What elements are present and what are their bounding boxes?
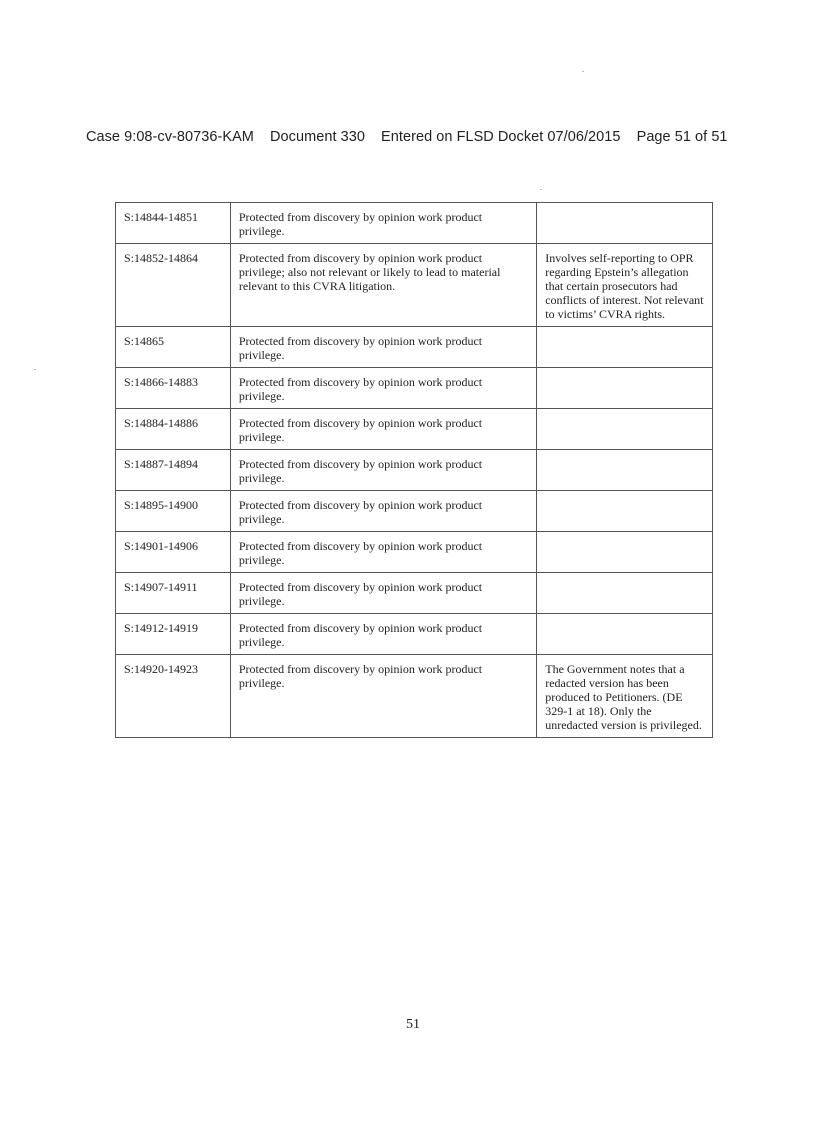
privilege-basis-cell: Protected from discovery by opinion work product privilege. bbox=[230, 203, 536, 244]
table-row bbox=[116, 491, 713, 532]
page-number: 51 bbox=[406, 1017, 420, 1032]
scan-speck bbox=[34, 369, 36, 370]
scan-speck bbox=[582, 71, 584, 72]
privilege-log-body bbox=[116, 203, 713, 738]
privilege-basis-cell: Protected from discovery by opinion work product privilege. bbox=[230, 327, 536, 368]
privilege-basis-cell: Protected from discovery by opinion work product privilege. bbox=[230, 614, 536, 655]
privilege-basis-cell: Protected from discovery by opinion work product privilege. bbox=[230, 409, 536, 450]
notes-cell bbox=[537, 203, 713, 244]
table-row bbox=[116, 409, 713, 450]
privilege-basis-cell: Protected from discovery by opinion work product privilege. bbox=[230, 573, 536, 614]
privilege-basis-cell: Protected from discovery by opinion work product privilege. bbox=[230, 491, 536, 532]
docket-entry: Entered on FLSD Docket 07/06/2015 bbox=[381, 129, 621, 145]
table-row bbox=[116, 655, 713, 738]
privilege-basis-cell: Protected from discovery by opinion work product privilege. bbox=[230, 368, 536, 409]
notes-cell: The Government notes that a redacted version has been produced to Petitioners. (DE 329-1 at 18). Only the unredacted version is privileged. bbox=[537, 655, 713, 738]
bates-range-cell: S:14866-14883 bbox=[116, 368, 231, 409]
table-row bbox=[116, 450, 713, 491]
bates-range-cell: S:14895-14900 bbox=[116, 491, 231, 532]
bates-range-cell: S:14852-14864 bbox=[116, 244, 231, 327]
privilege-basis-cell: Protected from discovery by opinion work product privilege. bbox=[230, 655, 536, 738]
docket-header bbox=[86, 129, 728, 145]
bates-range-cell: S:14884-14886 bbox=[116, 409, 231, 450]
bates-range-cell: S:14920-14923 bbox=[116, 655, 231, 738]
bates-range-cell: S:14912-14919 bbox=[116, 614, 231, 655]
notes-cell bbox=[537, 327, 713, 368]
notes-cell bbox=[537, 614, 713, 655]
table-row bbox=[116, 244, 713, 327]
notes-cell bbox=[537, 368, 713, 409]
page-of-pages: Page 51 of 51 bbox=[636, 129, 728, 145]
privilege-basis-cell: Protected from discovery by opinion work product privilege. bbox=[230, 532, 536, 573]
bates-range-cell: S:14844-14851 bbox=[116, 203, 231, 244]
table-row bbox=[116, 203, 713, 244]
table-row bbox=[116, 614, 713, 655]
table-row bbox=[116, 573, 713, 614]
notes-cell bbox=[537, 573, 713, 614]
notes-cell bbox=[537, 491, 713, 532]
notes-cell: Involves self-reporting to OPR regarding Epstein’s allegation that certain prosecutors had conflicts of interest. Not relevant to victims’ CVRA rights. bbox=[537, 244, 713, 327]
table-row bbox=[116, 368, 713, 409]
notes-cell bbox=[537, 532, 713, 573]
scan-speck bbox=[540, 189, 542, 190]
privilege-basis-cell: Protected from discovery by opinion work product privilege. bbox=[230, 450, 536, 491]
case-number: Case 9:08-cv-80736-KAM bbox=[86, 129, 254, 145]
notes-cell bbox=[537, 450, 713, 491]
bates-range-cell: S:14907-14911 bbox=[116, 573, 231, 614]
bates-range-cell: S:14865 bbox=[116, 327, 231, 368]
bates-range-cell: S:14887-14894 bbox=[116, 450, 231, 491]
privilege-log-table bbox=[115, 202, 713, 738]
table-row bbox=[116, 327, 713, 368]
notes-cell bbox=[537, 409, 713, 450]
privilege-basis-cell: Protected from discovery by opinion work product privilege; also not relevant or likely to lead to material relevant to this CVRA litigation. bbox=[230, 244, 536, 327]
document-number: Document 330 bbox=[270, 129, 365, 145]
table-row bbox=[116, 532, 713, 573]
bates-range-cell: S:14901-14906 bbox=[116, 532, 231, 573]
